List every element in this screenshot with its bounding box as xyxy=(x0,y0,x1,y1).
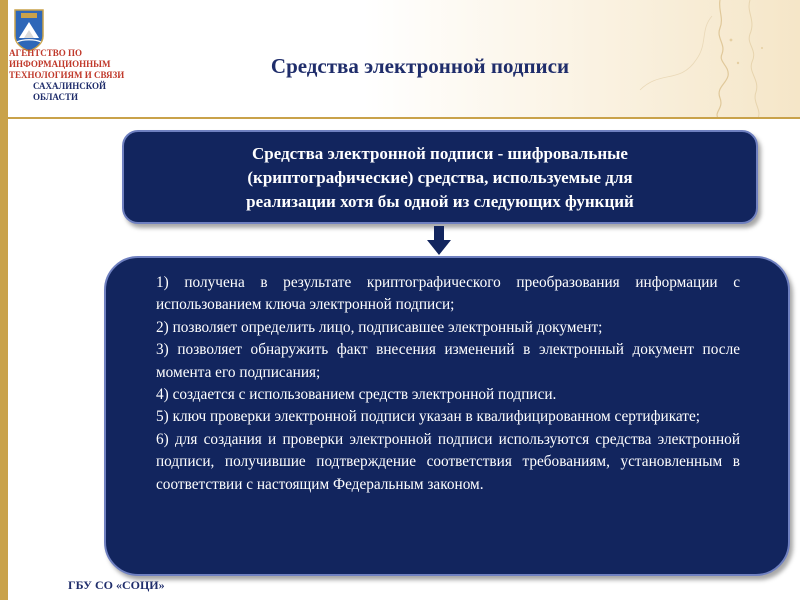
function-item: 6) для создания и проверки электронной подписи используются средства электронной подписи, получившие подтверждение соответствия требованиям, установленным в соответствии с настоящим Федеральным законом. xyxy=(156,430,740,493)
agency-line: ОБЛАСТИ xyxy=(33,92,78,102)
footer-org: ГБУ СО «СОЦИ» xyxy=(68,578,165,592)
agency-name xyxy=(9,48,139,103)
function-item: 3) позволяет обнаружить факт внесения изменений в электронный документ после момента его подписания; xyxy=(156,341,740,381)
definition-line: (криптографические) средства, используемые для xyxy=(247,168,633,187)
page-title: Средства электронной подписи xyxy=(270,54,570,78)
agency-line: АГЕНТСТВО ПО xyxy=(9,48,82,58)
definition-line: реализации хотя бы одной из следующих функций xyxy=(246,192,634,211)
function-item: 2) позволяет определить лицо, подписавшее электронный документ; xyxy=(156,318,603,336)
function-item: 1) получена в результате криптографического преобразования информации с использованием ключа электронной подписи; xyxy=(156,274,740,314)
coat-of-arms-icon xyxy=(13,8,45,52)
agency-line: САХАЛИНСКОЙ xyxy=(33,81,107,91)
definition-text xyxy=(132,142,748,214)
gold-sidebar xyxy=(0,0,8,600)
arrow-down-icon xyxy=(426,226,452,256)
function-item: 4) создается с использованием средств электронной подписи. xyxy=(156,386,557,404)
definition-line: Средства электронной подписи - шифровальные xyxy=(252,144,628,163)
functions-box xyxy=(104,256,790,576)
definition-box xyxy=(122,130,758,224)
agency-line: ТЕХНОЛОГИЯМ И СВЯЗИ xyxy=(9,70,125,80)
agency-line: ИНФОРМАЦИОННЫМ xyxy=(9,59,111,69)
function-item: 5) ключ проверки электронной подписи указан в квалифицированном сертификате; xyxy=(156,408,701,426)
functions-list xyxy=(156,272,740,574)
header-divider xyxy=(8,117,800,119)
